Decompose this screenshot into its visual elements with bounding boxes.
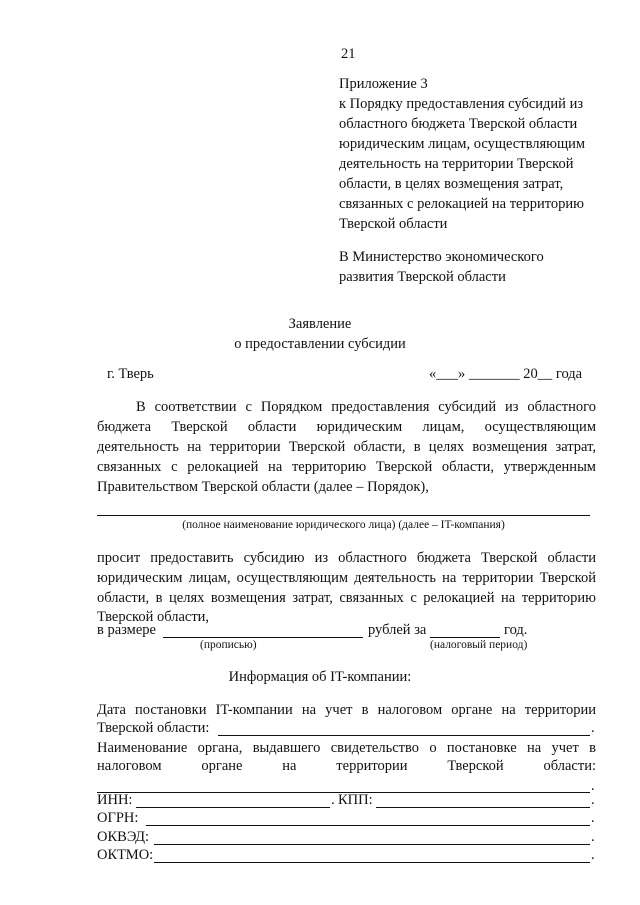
amount-words-caption: (прописью) [200, 639, 257, 651]
issuing-authority-label: Наименование органа, выдавшего свидетельство о постановке на учет в [97, 740, 596, 756]
annex-line: связанных с релокацией на территорию [339, 196, 584, 212]
addressee-line: развития Тверской области [339, 269, 506, 285]
annex-line: деятельность на территории Тверской [339, 156, 574, 172]
paragraph-line: Тверской области, [97, 609, 210, 625]
okved-label: ОКВЭД: [97, 829, 150, 845]
kpp-label: КПП: [338, 792, 373, 808]
paragraph-line: просит предоставить субсидию из областного бюджета Тверской области [97, 550, 596, 566]
document-title: Заявление [288, 316, 352, 332]
paragraph-line: области, в целях возмещения затрат, связанных с релокацией на территорию [97, 590, 596, 606]
info-heading: Информация об IT-компании: [228, 669, 412, 685]
ogrn-field[interactable] [146, 808, 590, 826]
period-mark: . [591, 847, 595, 863]
inn-field[interactable] [136, 790, 330, 808]
company-name-caption: (полное наименование юридического лица) (далее – IT-компания) [182, 519, 505, 531]
date-text: «___» _______ 20__ года [429, 366, 583, 382]
annex-line: к Порядку предоставления субсидий из [339, 96, 584, 112]
page-number: 21 [341, 46, 356, 62]
amount-rubles-label: рублей за [368, 622, 427, 638]
kpp-field[interactable] [376, 790, 590, 808]
period-mark: . [591, 778, 595, 794]
amount-words-field[interactable] [163, 620, 363, 638]
registration-date-field[interactable] [218, 718, 590, 736]
paragraph-line: деятельность на территории Тверской области, в целях возмещения затрат, [97, 439, 596, 455]
tax-period-field[interactable] [430, 620, 500, 638]
okved-field[interactable] [154, 827, 590, 845]
ogrn-label: ОГРН: [97, 810, 139, 826]
period-mark: . [331, 792, 335, 808]
tax-period-caption: (налоговый период) [430, 639, 528, 651]
period-mark: . [591, 829, 595, 845]
document-subtitle: о предоставлении субсидии [234, 336, 406, 352]
paragraph-line: юридическим лицам, осуществляющим деятельность на территории Тверской [97, 570, 596, 586]
registration-date-label-cont: Тверской области: [97, 720, 210, 736]
annex-line: областного бюджета Тверской области [339, 116, 578, 132]
registration-date-label: Дата постановки IT-компании на учет в налоговом органе на территории [97, 702, 596, 718]
annex-line: Приложение 3 [339, 76, 428, 92]
issuing-authority-label-cont: налоговом органе на территории Тверской области: [97, 758, 596, 774]
paragraph-line: связанных с релокацией на территорию Тверской области, утвержденным [97, 459, 596, 475]
paragraph-line: бюджета Тверской области юридическим лицам, осуществляющим [97, 419, 596, 435]
oktmo-label: ОКТМО: [97, 847, 154, 863]
amount-prefix: в размере [97, 622, 156, 638]
amount-year-label: год. [504, 622, 528, 638]
company-name-field[interactable] [97, 515, 590, 516]
paragraph-line: В соответствии с Порядком предоставления субсидий из областного [136, 399, 596, 415]
period-mark: . [591, 792, 595, 808]
inn-label: ИНН: [97, 792, 133, 808]
annex-line: юридическим лицам, осуществляющим [339, 136, 586, 152]
addressee-line: В Министерство экономического [339, 249, 544, 265]
annex-line: Тверской области [339, 216, 448, 232]
paragraph-line: Правительством Тверской области (далее – Порядок), [97, 479, 429, 495]
period-mark: . [591, 720, 595, 736]
period-mark: . [591, 810, 595, 826]
annex-line: области, в целях возмещения затрат, [339, 176, 564, 192]
place-text: г. Тверь [107, 366, 154, 382]
oktmo-field[interactable] [154, 845, 590, 863]
